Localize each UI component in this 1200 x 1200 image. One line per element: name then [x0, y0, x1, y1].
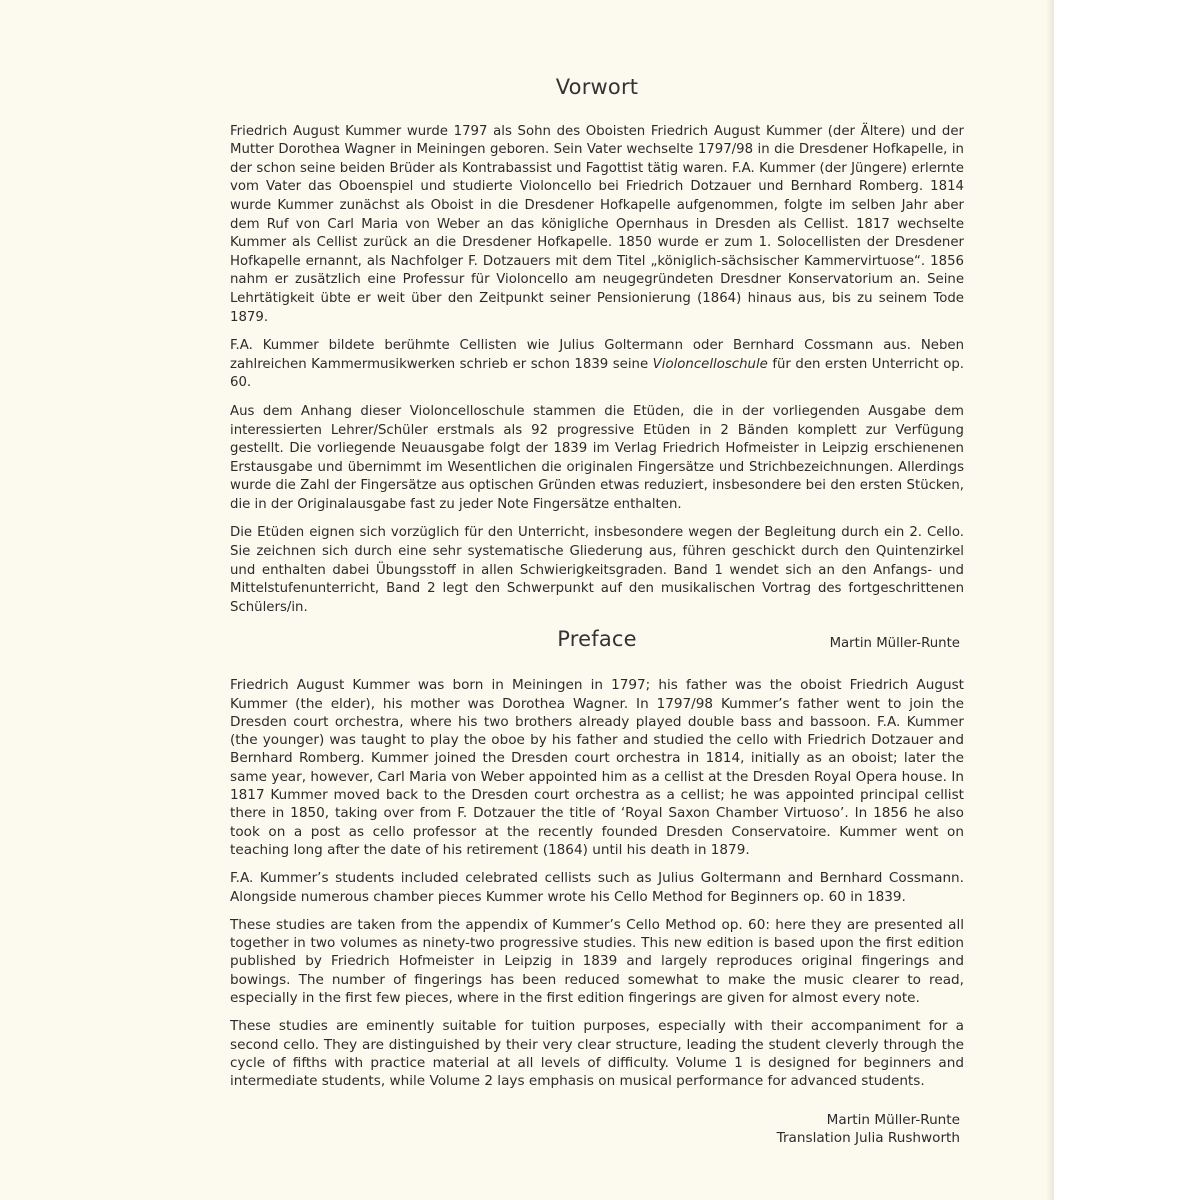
vorwort-paragraph-2-title: Violoncelloschule [652, 356, 768, 372]
vorwort-paragraph-2-text-a: F.A. Kummer bildete berühmte Cellisten wie Julius Goltermann oder Bernhard Cossmann aus. Neben zahlreichen Kammermusikwerken schrieb er schon 1839 seine [230, 338, 964, 372]
preface-signature [230, 1111, 960, 1148]
page-margin [1054, 0, 1200, 1200]
preface-paragraph-3: These studies are taken from the appendix of Kummer’s Cello Method op. 60: here they are presented all together in two volumes as ninety-two progressive studies. This new edition is based upon the first edition published by Friedrich Hofmeister in Leipzig in 1839 and largely reproduces original fingerings and bowings. The number of fingerings has been reduced somewhat to make the music clearer to read, especially in the first few pieces, where in the first edition fingerings are given for almost every note. [230, 916, 964, 1007]
vorwort-paragraph-2 [230, 337, 964, 393]
preface-heading: Preface [557, 627, 637, 651]
preface-author: Martin Müller-Runte [826, 1111, 960, 1128]
vorwort-section [230, 75, 964, 654]
preface-paragraph-1: Friedrich August Kummer was born in Meiningen in 1797; his father was the oboist Friedrich August Kummer (the elder), his mother was Dorothea Wagner. In 1797/98 Kummer’s father went to join the Dresden court orchestra, where his two brothers already played double bass and bassoon. F.A. Kummer (the younger) was taught to play the oboe by his father and studied the cello with Friedrich Dotzauer and Bernhard Romberg. Kummer joined the Dresden court orchestra in 1814, initially as an oboist; later the same year, however, Carl Maria von Weber appointed him as a cellist at the Dresden Royal Opera house. In 1817 Kummer moved back to the Dresden court orchestra as a cellist; he was appointed principal cellist there in 1850, taking over from F. Dotzauer the title of ‘Royal Saxon Chamber Virtuoso’. In 1856 he also took on a post as cello professor at the recently founded Dresden Conservatoire. Kummer went on teaching long after the date of his retirement (1864) until his death in 1879. [230, 677, 964, 858]
vorwort-paragraph-4: Die Etüden eignen sich vorzüglich für den Unterricht, insbesondere wegen der Begleitung durch ein 2. Cello. Sie zeichnen sich durch eine sehr systematische Gliederung aus, führen geschickt durch den Quintenzirkel und enthalten dabei Übungsstoff in allen Schwierigkeitsgraden. Band 1 wendet sich an den Anfangs- und Mittelstufenunterricht, Band 2 legt den Schwerpunkt auf den musikalischen Vortrag des fortgeschrittenen Schülers/in. [230, 525, 964, 615]
preface-section [230, 627, 964, 1147]
vorwort-author: Martin Müller-Runte [829, 636, 960, 652]
page-shadow [1046, 0, 1054, 1200]
preface-paragraph-4: These studies are eminently suitable for tuition purposes, especially with their accompaniment for a second cello. They are distinguished by their very clear structure, leading the student cleverly through the cycle of fifths with practice material at all levels of difficulty. Volume 1 is designed for beginners and intermediate students, while Volume 2 lays emphasis on musical performance for advanced students. [230, 1018, 964, 1090]
vorwort-paragraph-1: Friedrich August Kummer wurde 1797 als Sohn des Oboisten Friedrich August Kummer (der Ältere) und der Mutter Dorothea Wagner in Meiningen geboren. Sein Vater wechselte 1797/98 in die Dresdener Hofkapelle, in der schon seine beiden Brüder als Kontrabassist und Fagottist tätig waren. F.A. Kummer (der Jüngere) erlernte vom Vater das Oboenspiel und studierte Violoncello bei Friedrich Dotzauer und Bernhard Romberg. 1814 wurde Kummer zunächst als Oboist in die Dresdener Hofkapelle aufgenommen, folgte im selben Jahr aber dem Ruf von Carl Maria von Weber an das königliche Opernhaus in Dresden als Cellist. 1817 wechselte Kummer als Cellist zurück an die Dresdener Hofkapelle. 1850 wurde er zum 1. Solocellisten der Dresdener Hofkapelle ernannt, als Nachfolger F. Dotzauers mit dem Titel „königlich-sächsischer Kammervirtuose“. 1856 nahm er zusätzlich eine Professur für Violoncello am neugegründeten Dresdner Konservatorium an. Seine Lehrtätigkeit übte er weit über den Zeitpunkt seiner Pensionierung (1864) hinaus aus, bis zu seinem Tode 1879. [230, 123, 964, 325]
vorwort-heading: Vorwort [555, 75, 639, 99]
preface-translator: Translation Julia Rushworth [776, 1129, 960, 1146]
vorwort-paragraph-2-text-b: für den ersten Unterricht op. 60. [230, 356, 964, 391]
preface-paragraph-2: F.A. Kummer’s students included celebrated cellists such as Julius Goltermann and Bernhard Cossmann. Alongside numerous chamber pieces Kummer wrote his Cello Method for Beginners op. 60 in 1839. [230, 870, 964, 905]
vorwort-paragraph-3: Aus dem Anhang dieser Violoncelloschule stammen die Etüden, die in der vorliegenden Ausgabe dem interessierten Lehrer/Schüler erstmals als 92 progressive Etüden in 2 Bänden komplett zur Verfügung gestellt. Die vorliegende Neuausgabe folgt der 1839 im Verlag Friedrich Hofmeister in Leipzig erschienenen Erstausgabe und übernimmt im Wesentlichen die originalen Fingersätze und Strichbezeichnungen. Allerdings wurde die Zahl der Fingersätze aus optischen Gründen etwas reduziert, insbesondere bei den ersten Stücken, die in der Originalausgabe fast zu jeder Note Fingersätze enthalten. [230, 403, 964, 512]
